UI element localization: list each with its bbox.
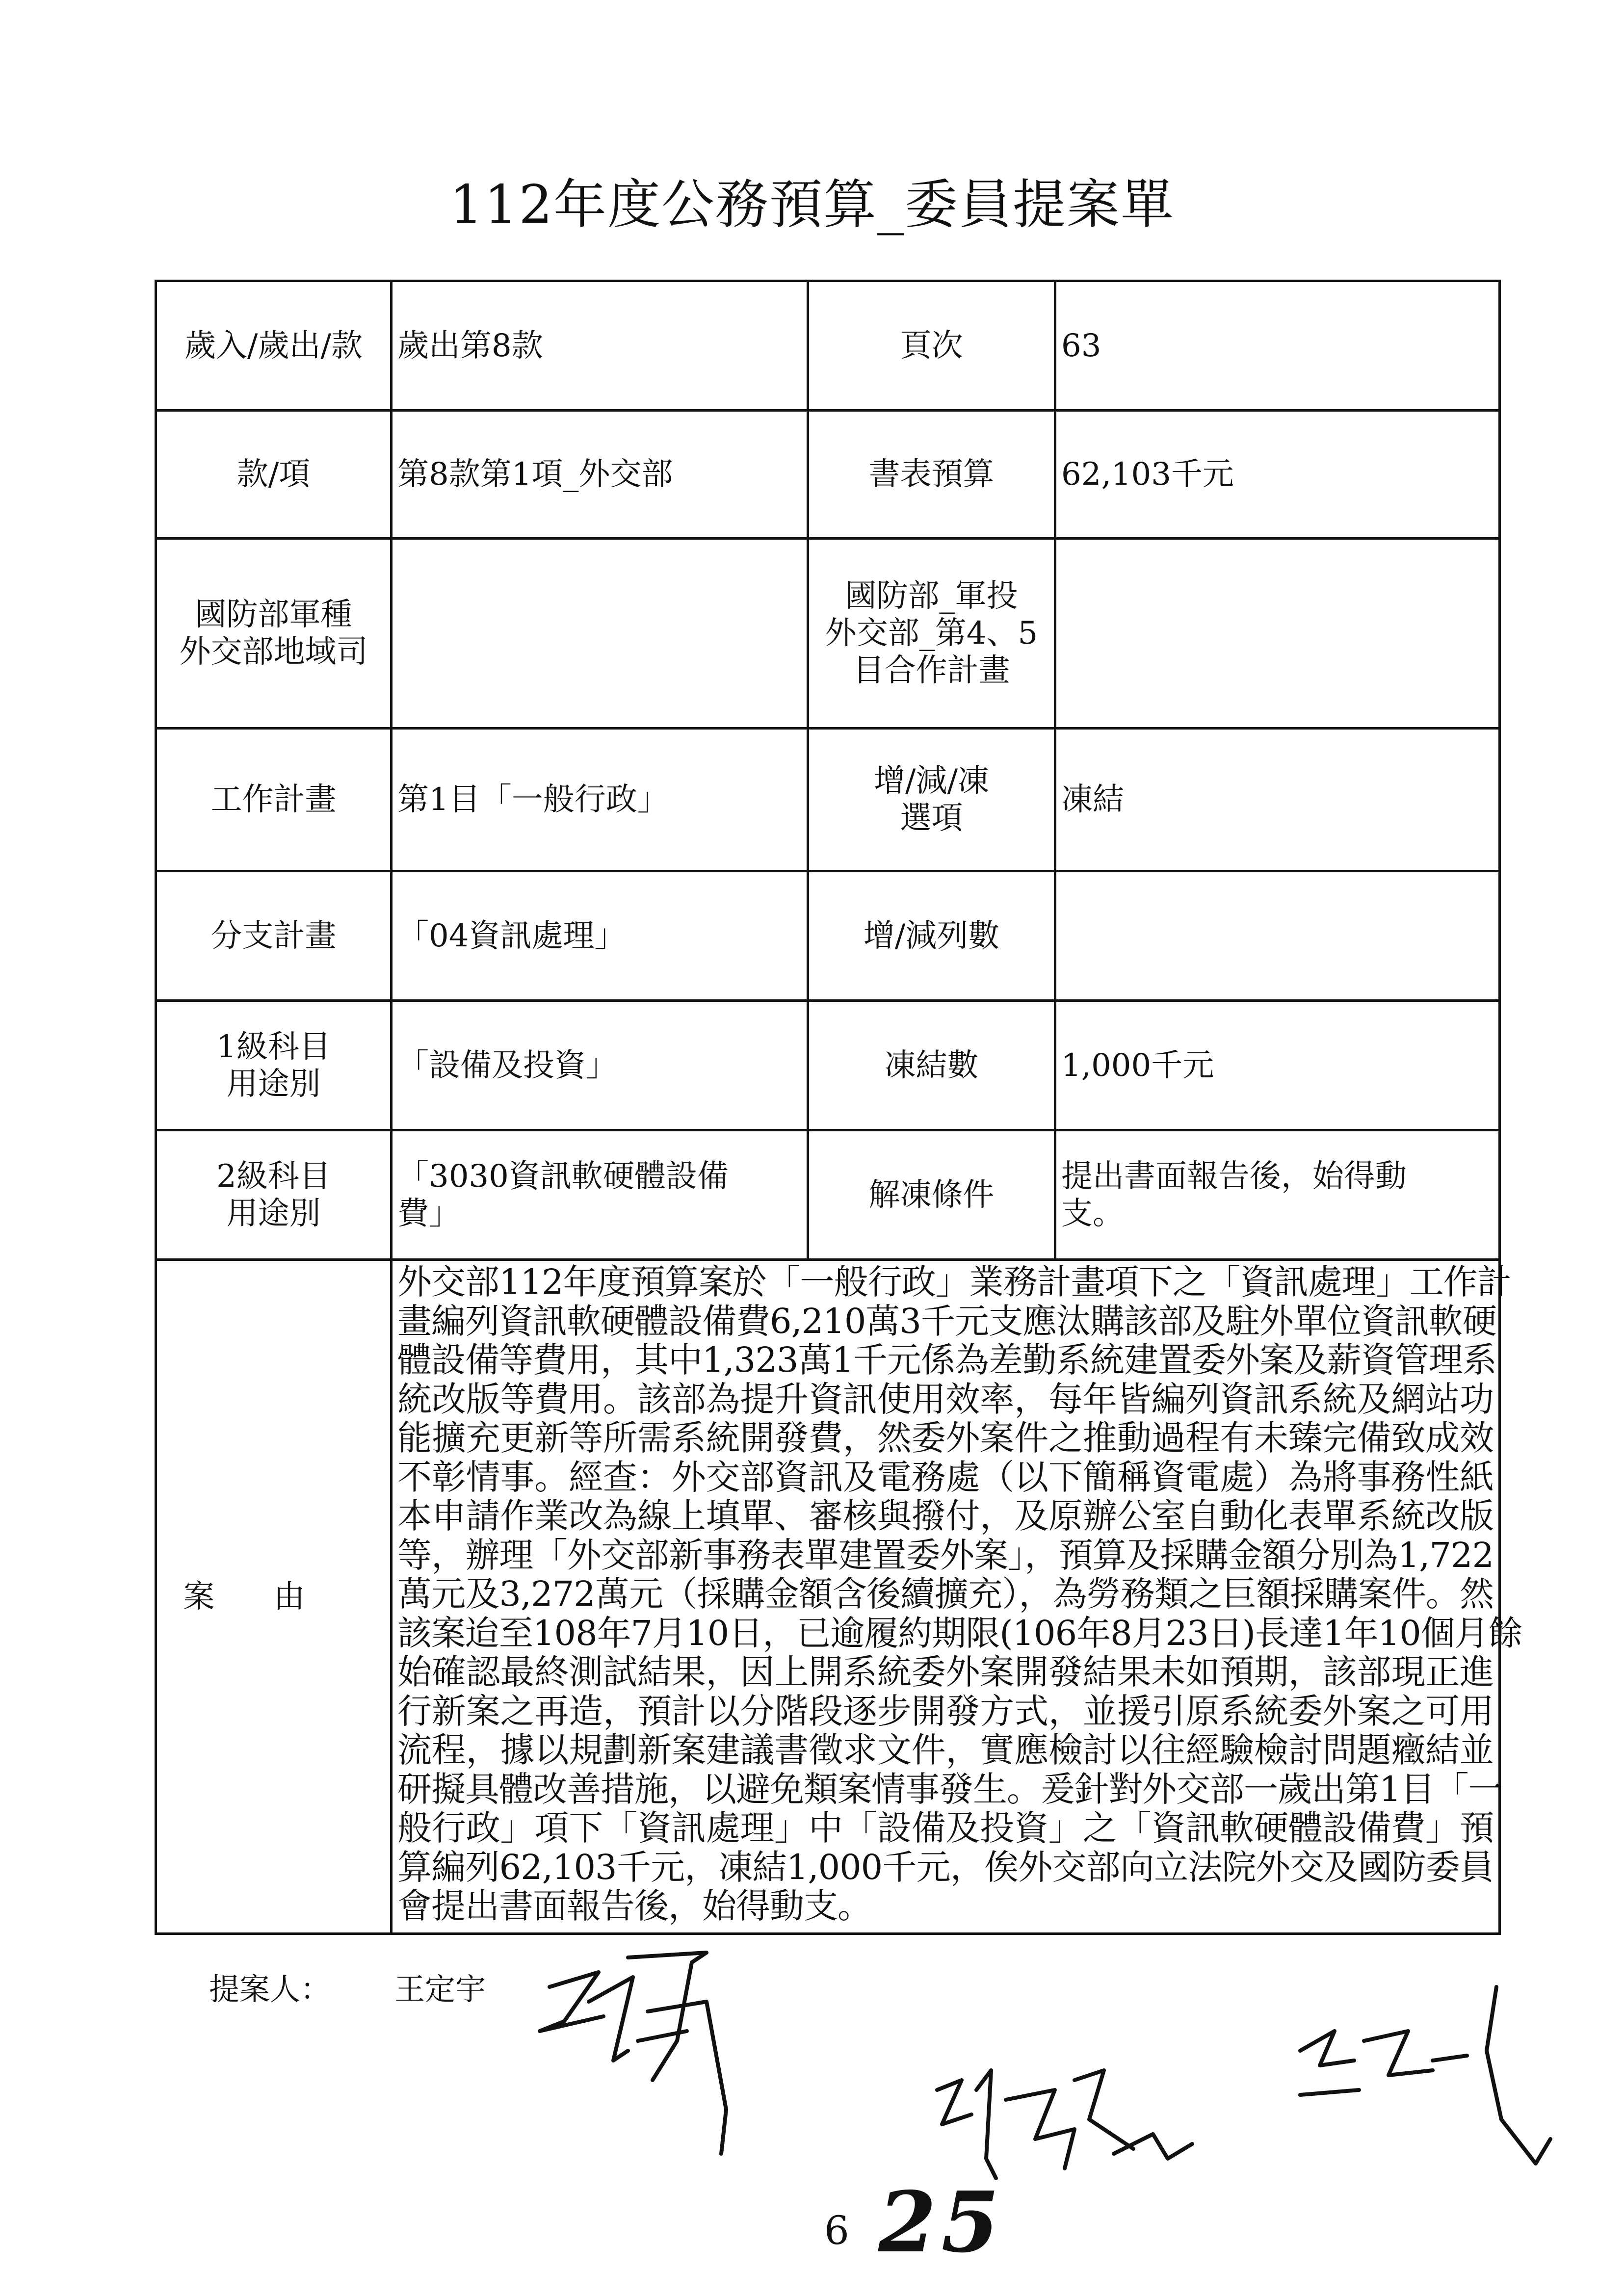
field-value: 62,103千元 — [1055, 411, 1500, 539]
field-value: 「3030資訊軟硬體設備 費」 — [392, 1130, 808, 1260]
reason-line: 算編列62,103千元，凍結1,000千元，俟外交部向立法院外交及國防委員 — [397, 1847, 1493, 1887]
reason-line: 統改版等費用。該部為提升資訊使用效率，每年皆編列資訊系統及網站功 — [397, 1379, 1493, 1419]
signature-1 — [530, 1943, 736, 2168]
reason-line: 不彰情事。經查：外交部資訊及電務處（以下簡稱資電處）為將事務性紙 — [397, 1457, 1493, 1497]
field-value: 凍結 — [1055, 729, 1500, 871]
reason-row — [156, 1260, 1500, 1934]
field-label: 2級科目 用途別 — [156, 1130, 392, 1260]
form-row — [156, 539, 1500, 729]
proposal-form-table — [155, 280, 1522, 1935]
proposer-name: 王定宇 — [394, 1971, 486, 2007]
form-row — [156, 871, 1500, 1001]
form-row — [156, 1130, 1500, 1260]
signature-2 — [927, 2061, 1222, 2188]
field-label: 1級科目 用途別 — [156, 1001, 392, 1130]
field-label: 國防部軍種 外交部地域司 — [156, 539, 392, 729]
field-value: 1,000千元 — [1055, 1001, 1500, 1130]
form-row — [156, 281, 1500, 411]
reason-line: 能擴充更新等所需系統開發費，然委外案件之推動過程有未臻完備致成效 — [397, 1418, 1493, 1458]
reason-line: 會提出書面報告後，始得動支。 — [397, 1886, 871, 1926]
reason-line: 外交部112年度預算案於「一般行政」業務計畫項下之「資訊處理」工作計 — [397, 1262, 1511, 1302]
field-label: 增/減列數 — [808, 871, 1055, 1001]
reason-line: 流程，據以規劃新案建議書徵求文件，實應檢討以往經驗檢討問題癥結並 — [397, 1730, 1493, 1770]
field-value: 「設備及投資」 — [392, 1001, 808, 1130]
field-value: 歲出第8款 — [392, 281, 808, 411]
field-label: 國防部_軍投 外交部_第4、5 目合作計畫 — [808, 539, 1055, 729]
reason-text — [392, 1260, 1522, 1934]
signature-3 — [1290, 1977, 1565, 2173]
reason-line: 本申請作業改為線上填單、審核與撥付，及原辦公室自動化表單系統改版 — [397, 1496, 1493, 1536]
reason-line: 體設備等費用，其中1,323萬1千元係為差勤系統建置委外案及薪資管理系 — [397, 1340, 1496, 1380]
field-value: 第8款第1項_外交部 — [392, 411, 808, 539]
field-label: 工作計畫 — [156, 729, 392, 871]
page-title: 112年度公務預算_委員提案單 — [449, 174, 1175, 235]
field-label: 款/項 — [156, 411, 392, 539]
field-label: 書表預算 — [808, 411, 1055, 539]
reason-line: 始確認最終測試結果，因上開系統委外案開發結果未如預期，該部現正進 — [397, 1652, 1493, 1692]
form-row — [156, 411, 1500, 539]
form-row — [156, 729, 1500, 871]
proposer-label: 提案人： — [209, 1971, 331, 2007]
handwritten-page-number: 25 — [878, 2173, 1004, 2271]
field-value — [1055, 871, 1500, 1001]
reason-line: 般行政」項下「資訊處理」中「設備及投資」之「資訊軟硬體設備費」預 — [397, 1808, 1493, 1848]
field-label: 歲入/歲出/款 — [156, 281, 392, 411]
field-label: 分支計畫 — [156, 871, 392, 1001]
form-row — [156, 1001, 1500, 1130]
reason-line: 該案迨至108年7月10日，已逾履約期限(106年8月23日)長達1年10個月餘 — [397, 1613, 1522, 1653]
field-value: 「04資訊處理」 — [392, 871, 808, 1001]
field-value — [1055, 539, 1500, 729]
field-value: 第1目「一般行政」 — [392, 729, 808, 871]
reason-line: 研擬具體改善措施，以避免類案情事發生。爰針對外交部一歲出第1目「一 — [397, 1769, 1502, 1809]
field-value: 63 — [1055, 281, 1500, 411]
field-label: 解凍條件 — [808, 1130, 1055, 1260]
field-label: 凍結數 — [808, 1001, 1055, 1130]
field-value: 提出書面報告後，始得動 支。 — [1055, 1130, 1500, 1260]
reason-label: 案由 — [156, 1260, 392, 1934]
page-number: 6 — [824, 2208, 849, 2253]
reason-line: 萬元及3,272萬元（採購金額含後續擴充），為勞務類之巨額採購案件。然 — [397, 1574, 1493, 1614]
reason-line: 畫編列資訊軟硬體設備費6,210萬3千元支應汰購該部及駐外單位資訊軟硬 — [397, 1301, 1496, 1341]
field-label: 增/減/凍 選項 — [808, 729, 1055, 871]
field-value — [392, 539, 808, 729]
reason-line: 行新案之再造，預計以分階段逐步開發方式，並援引原系統委外案之可用 — [397, 1691, 1493, 1731]
reason-line: 等，辦理「外交部新事務表單建置委外案」，預算及採購金額分別為1,722 — [397, 1535, 1493, 1575]
field-label: 頁次 — [808, 281, 1055, 411]
